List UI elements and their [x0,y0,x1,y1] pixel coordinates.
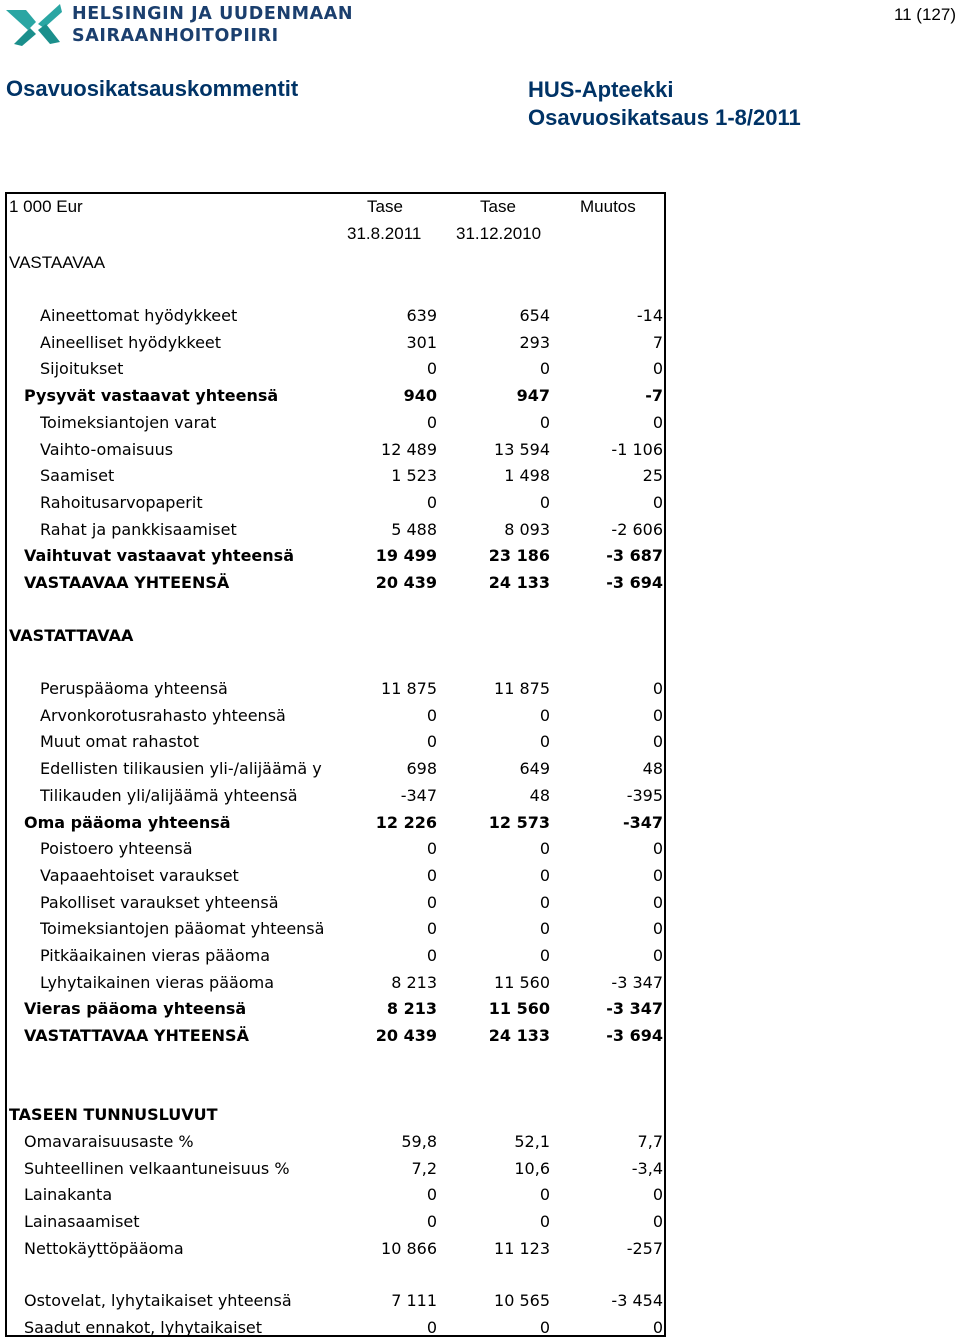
value-change: 0 [652,1212,663,1232]
value-2010: 13 594 [494,439,550,459]
row-label: Pitkäaikainen vieras pääoma [40,946,271,965]
table-row [7,783,664,809]
value-2010: 293 [519,332,550,352]
table-row [7,676,664,702]
value-change: 0 [652,412,663,432]
value-change: -7 [645,386,663,406]
value-2011: 0 [426,1212,437,1232]
document-title: Osavuosikatsauskommentit [6,76,299,101]
value-2010: 0 [539,919,550,939]
value-change: 0 [652,892,663,912]
table-row [7,863,664,889]
value-change: 0 [652,839,663,859]
unit-name: HUS-Apteekki [528,77,674,102]
hus-logo-mark-icon [4,2,64,48]
row-label: Aineelliset hyödykkeet [40,332,222,352]
value-change: 25 [642,466,663,486]
row-label: Omavaraisuusaste % [24,1132,194,1151]
org-name-line2: SAIRAANHOITOPIIRI [72,26,279,46]
value-2011: 12 489 [381,439,437,459]
value-change: -257 [626,1238,663,1258]
value-2010: 24 133 [488,573,550,592]
table-row [7,1156,664,1182]
assets-heading: VASTAAVAA [9,253,106,272]
table-row [7,970,664,996]
row-label: Tilikauden yli/alijäämä yhteensä [40,785,298,805]
table-row [7,1236,664,1262]
value-change: 0 [652,919,663,939]
row-label: Vieras pääoma yhteensä [24,999,247,1019]
value-change: -14 [636,306,663,325]
value-2010: 0 [539,492,550,512]
value-2011: 59,8 [401,1132,437,1151]
row-label: Poistoero yhteensä [40,839,193,859]
value-change: 7 [652,332,663,352]
table-row [7,570,664,596]
row-label: Toimeksiantojen varat [40,412,217,432]
row-label: Ostovelat, lyhytaikaiset yhteensä [24,1291,292,1310]
value-2010: 52,1 [514,1132,550,1151]
table-row [7,383,664,409]
table-row [7,410,664,436]
value-2011: 19 499 [375,546,437,566]
value-change: 0 [652,946,663,965]
value-2010: 0 [539,865,550,885]
table-row [7,490,664,516]
value-change: -1 106 [611,439,663,459]
table-row [7,437,664,463]
value-2011: 940 [403,386,437,406]
table-row [7,916,664,942]
value-2011: 0 [426,865,437,885]
value-2010: 649 [519,759,550,779]
table-row [7,1182,664,1208]
row-label: Rahat ja pankkisaamiset [40,519,237,539]
value-2010: 8 093 [504,519,550,539]
row-label: Rahoitusarvopaperit [40,492,203,512]
value-change: 48 [642,759,663,779]
col1-header: Tase [367,197,403,216]
value-change: -3 694 [606,1026,663,1046]
value-2010: 11 875 [494,679,550,698]
value-2011: 5 488 [391,519,437,539]
ratios-heading: TASEEN TUNNUSLUVUT [9,1105,218,1124]
value-2010: 0 [539,1317,550,1337]
value-change: 7,7 [637,1132,663,1151]
value-2010: 0 [539,412,550,432]
value-2011: 1 523 [391,466,437,486]
hus-logo [4,2,354,50]
row-label: VASTAAVAA YHTEENSÄ [24,573,230,592]
value-2010: 0 [539,946,550,965]
value-change: -3 454 [611,1291,663,1310]
col2-date: 31.12.2010 [456,224,542,243]
table-row [7,729,664,755]
value-change: 0 [652,1317,663,1337]
value-2011: 20 439 [375,573,437,592]
value-change: -3 347 [611,972,663,992]
value-2011: 0 [426,412,437,432]
table-row [7,463,664,489]
row-label: Lainakanta [24,1185,113,1205]
value-2011: 0 [426,892,437,912]
row-label: Saadut ennakot, lyhytaikaiset [24,1317,263,1337]
value-2010: 0 [539,705,550,725]
value-2011: 0 [426,492,437,512]
table-row [7,836,664,862]
value-2011: 698 [406,759,437,779]
value-2010: 0 [539,359,550,379]
value-2010: 0 [539,732,550,752]
value-2010: 48 [529,785,550,805]
col2-header: Tase [480,197,516,216]
value-change: 0 [652,865,663,885]
value-2010: 23 186 [488,546,550,566]
row-label: Peruspääoma yhteensä [40,679,228,698]
value-change: 0 [652,1185,663,1205]
row-label: Oma pääoma yhteensä [24,812,231,832]
value-change: 0 [652,732,663,752]
table-row [7,890,664,916]
row-label: Toimeksiantojen pääomat yhteensä [40,919,325,939]
row-label: Aineettomat hyödykkeet [40,306,238,325]
row-label: Arvonkorotusrahasto yhteensä [40,705,286,725]
table-row [7,1129,664,1155]
value-change: -3 694 [606,573,663,592]
table-row [7,543,664,569]
value-2010: 24 133 [488,1026,550,1046]
balance-sheet-table [5,192,666,1337]
row-label: Vapaaehtoiset varaukset [40,865,239,885]
value-2011: 10 866 [381,1238,437,1258]
unit-label: 1 000 Eur [9,197,83,216]
unit-title [528,76,801,132]
table-row [7,1023,664,1049]
value-2011: 11 875 [381,679,437,698]
value-2011: 7 111 [391,1291,437,1310]
value-2010: 947 [516,386,550,406]
row-label: Pakolliset varaukset yhteensä [40,892,279,912]
row-label: Saamiset [40,466,115,486]
value-2010: 11 560 [494,972,550,992]
row-label: Lainasaamiset [24,1212,140,1232]
row-label: VASTATTAVAA YHTEENSÄ [24,1026,249,1046]
col3-header: Muutos [580,197,636,216]
row-label: Vaihtuvat vastaavat yhteensä [24,546,294,566]
row-label: Nettokäyttöpääoma [24,1238,184,1258]
table-row [7,996,664,1022]
value-2010: 11 560 [488,999,550,1019]
value-2011: 0 [426,359,437,379]
table-row [7,703,664,729]
value-2011: 0 [426,732,437,752]
table-row [7,330,664,356]
row-label: Pysyvät vastaavat yhteensä [24,386,279,406]
report-period: Osavuosikatsaus 1-8/2011 [528,105,801,130]
row-label: Sijoitukset [40,359,124,379]
table-row [7,1288,664,1314]
value-change: -2 606 [611,519,663,539]
value-2011: 0 [426,919,437,939]
value-2010: 0 [539,892,550,912]
value-change: -3,4 [631,1158,663,1178]
value-2010: 0 [539,1185,550,1205]
table-row [7,517,664,543]
value-2010: 12 573 [488,812,550,832]
value-2010: 0 [539,1212,550,1232]
value-2011: 639 [406,306,437,325]
value-change: 0 [652,679,663,698]
table-row [7,356,664,382]
value-2010: 1 498 [504,466,550,486]
value-change: -3 347 [606,999,663,1019]
value-2011: 0 [426,1317,437,1337]
value-change: -395 [626,785,663,805]
page-number: 11 (127) [893,5,956,24]
row-label: Vaihto-omaisuus [40,439,174,459]
value-change: 0 [652,492,663,512]
value-2010: 11 123 [494,1238,550,1258]
table-row [7,810,664,836]
value-2011: 8 213 [391,972,437,992]
value-change: -347 [622,812,663,832]
table-row [7,756,664,782]
row-label: Lyhytaikainen vieras pääoma [40,972,274,992]
row-label: Suhteellinen velkaantuneisuus % [24,1158,290,1178]
table-row [7,1209,664,1235]
row-label: Muut omat rahastot [40,732,199,752]
value-2011: 301 [406,332,437,352]
value-change: -3 687 [606,546,663,566]
value-2011: -347 [400,785,437,805]
value-2011: 0 [426,705,437,725]
table-row [7,303,664,329]
value-2011: 0 [426,839,437,859]
table-row [7,1315,664,1341]
col1-date: 31.8.2011 [347,224,422,243]
value-2010: 654 [519,306,550,325]
org-name-line1: HELSINGIN JA UUDENMAAN [72,4,354,24]
value-change: 0 [652,359,663,379]
value-2011: 8 213 [386,999,437,1019]
value-2011: 0 [426,1185,437,1205]
value-2011: 0 [426,946,437,965]
value-2011: 20 439 [375,1026,437,1046]
value-2010: 10,6 [514,1158,550,1178]
value-2011: 7,2 [411,1158,437,1178]
value-2011: 12 226 [375,812,437,832]
row-label: Edellisten tilikausien yli-/alijäämä y [40,759,322,779]
value-2010: 10 565 [494,1291,550,1310]
liabilities-heading: VASTATTAVAA [9,626,134,645]
value-2010: 0 [539,839,550,859]
table-row [7,943,664,969]
value-change: 0 [652,705,663,725]
